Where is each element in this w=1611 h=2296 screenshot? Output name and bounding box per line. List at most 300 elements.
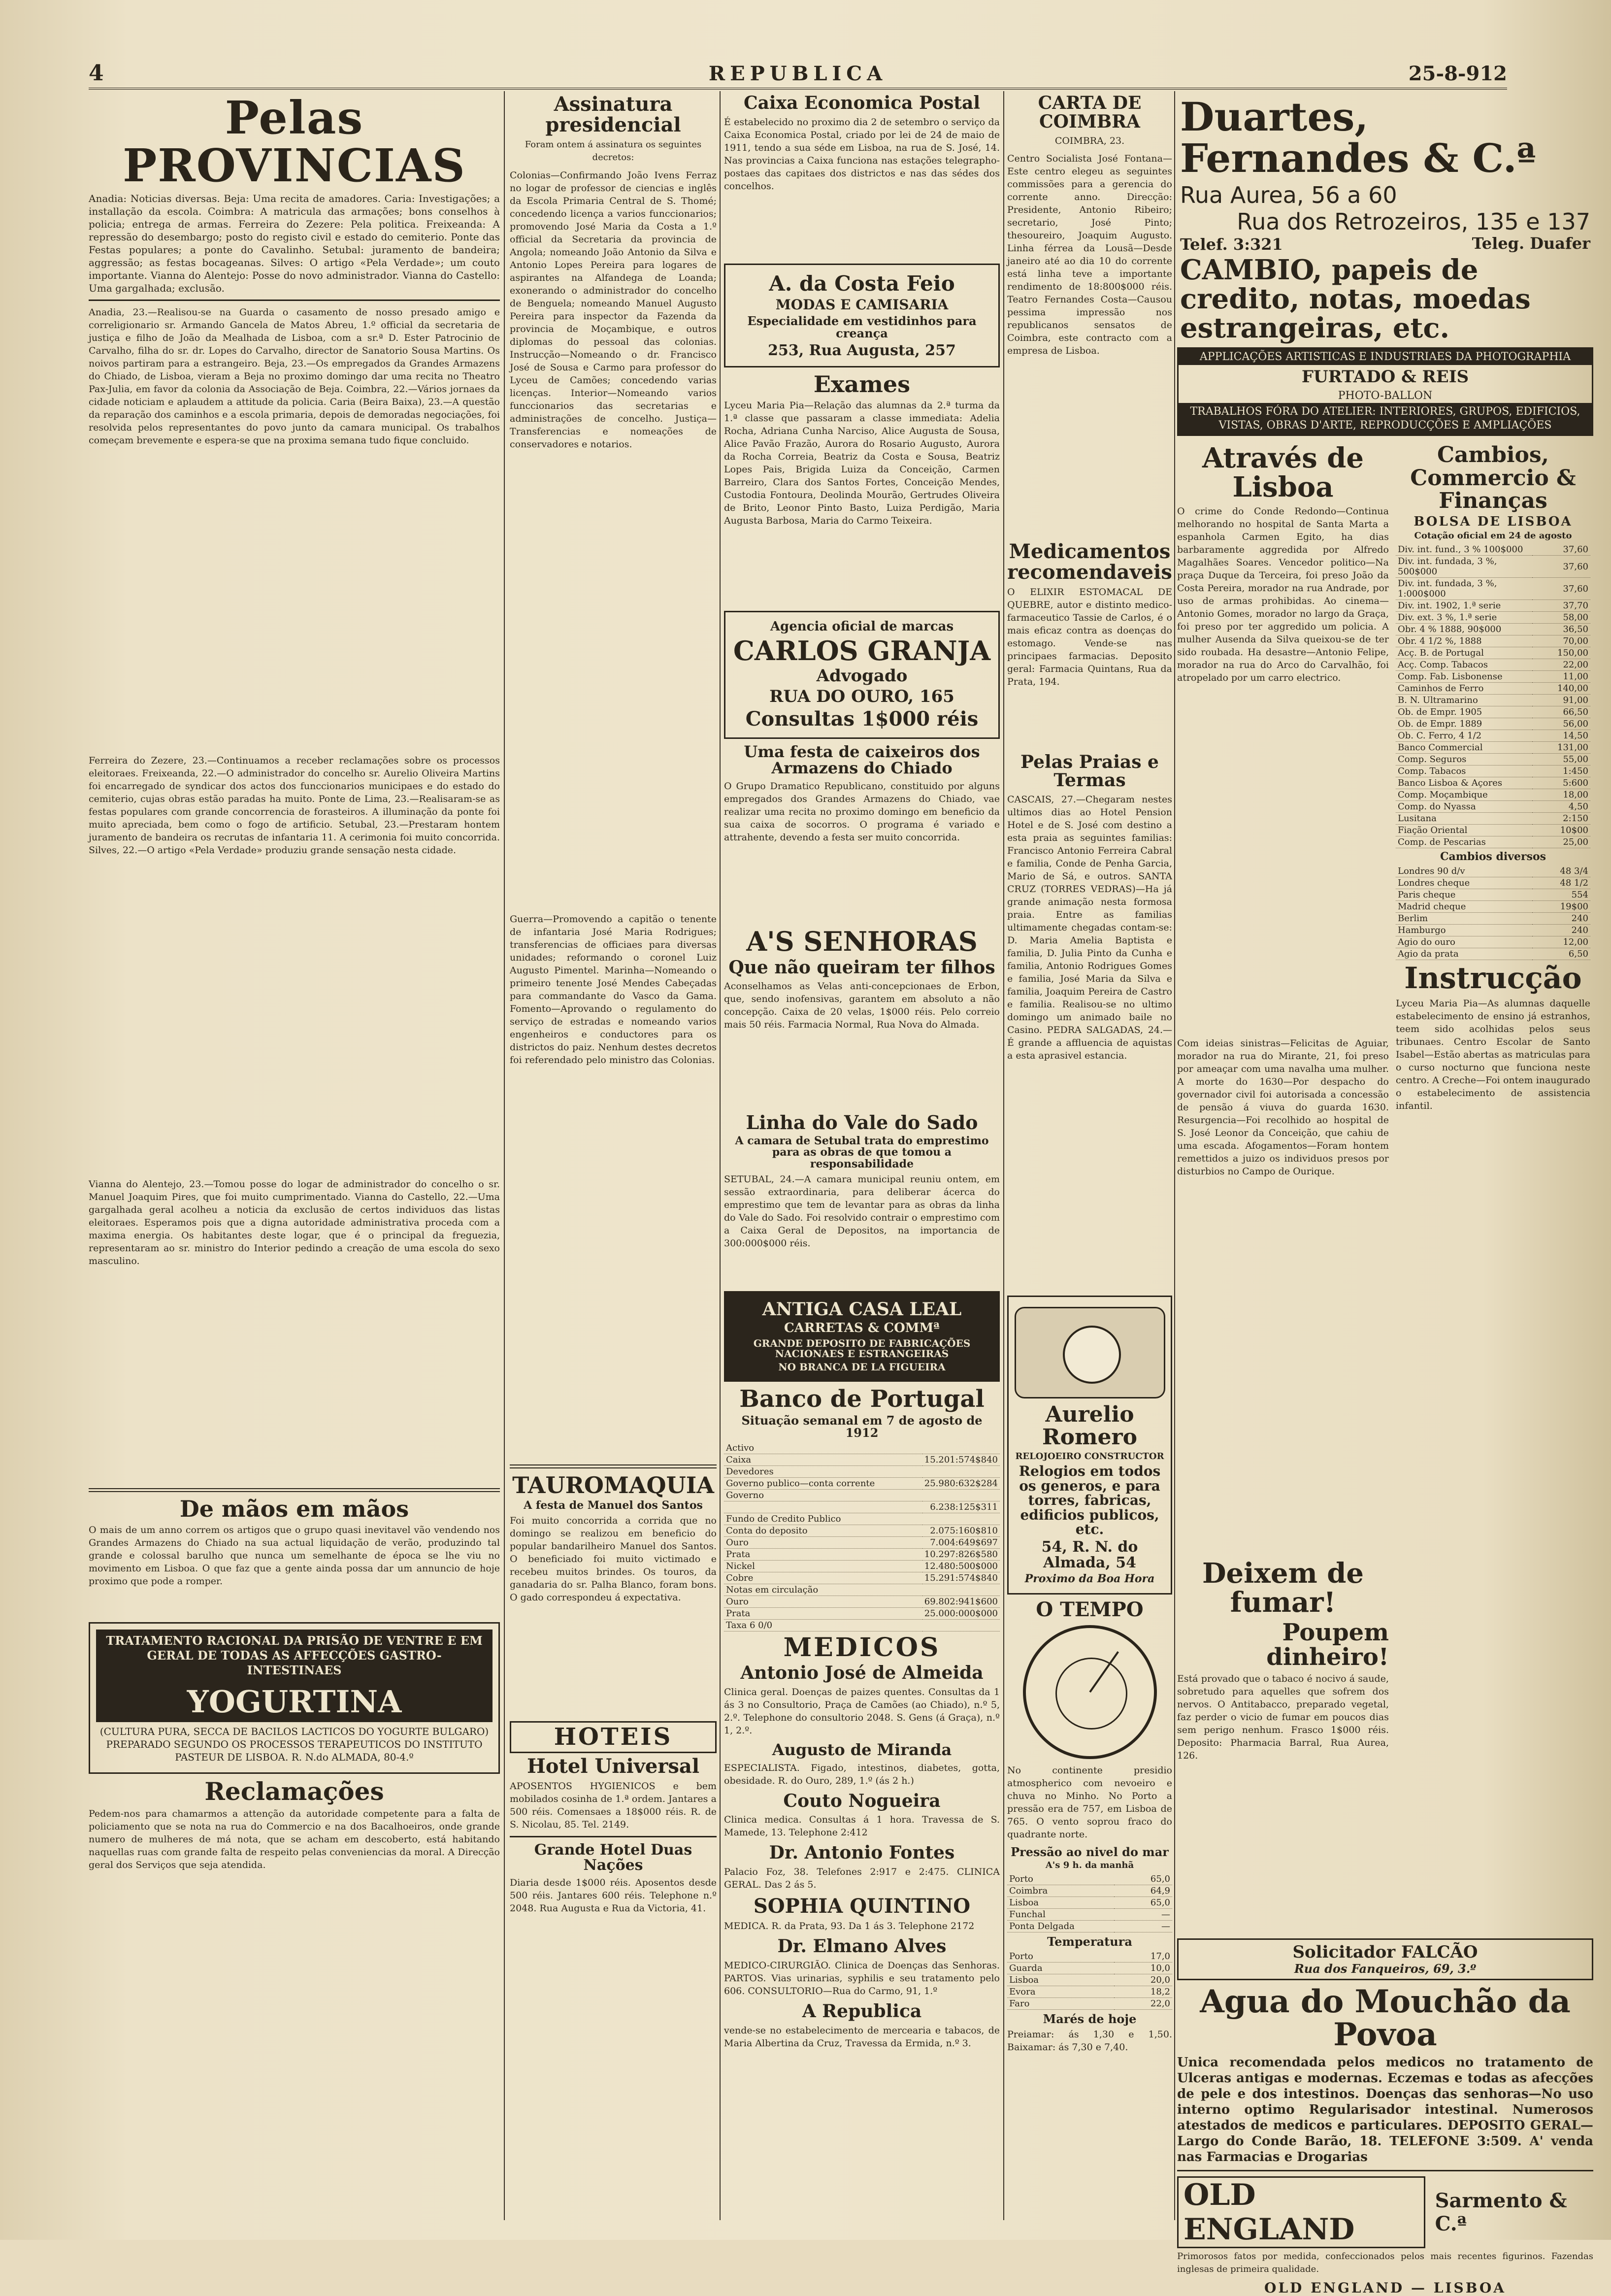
table-row (724, 1477, 1000, 1489)
ad-product-name: YOGURTINA (96, 1682, 493, 1722)
article-body: Foi muito concorrida a corrida que no domingo se realizou em beneficio do popular bandarilheiro Manuel dos Santos. O beneficiado foi muito victimado e recebeu muitos brindes. Os touros, da ganadaria do sr. Palha Blanco, foram bons. O gado correspondeu á expectativa. (510, 1515, 717, 1603)
row-value: 55,00 (1532, 754, 1590, 765)
row-label: Div. int. 1902, 1.ª serie (1396, 600, 1532, 612)
ad-name: A. da Costa Feio (769, 271, 955, 296)
column-rule (1174, 91, 1175, 2220)
column-rule (720, 91, 721, 2220)
row-label: Caminhos de Ferro (1396, 683, 1532, 695)
masthead: REPUBLICA (708, 62, 888, 85)
table-row (1396, 777, 1590, 789)
ad-name: Duartes, Fernandes & C.ª (1180, 94, 1536, 181)
row-value: — (1114, 1920, 1172, 1932)
row-label: Lisboa (1007, 1974, 1114, 1986)
ad-line: CARRETAS & COMMª (784, 1321, 940, 1336)
row-label: Div. int. fundada, 3 %, 500$000 (1396, 556, 1532, 578)
tides-title: Marés de hoje (1043, 2011, 1137, 2026)
hotel-description: APOSENTOS HYGIENICOS e bem mobilados cosinha de 1.ª ordem. Jantares a 500 réis. Comensaes a 18$000 réis. R. de S. Nicolau, 85. Tel. 2149. (510, 1780, 717, 1830)
duartes-fernandes-ad (1177, 96, 1593, 342)
page-header (89, 58, 1507, 90)
table-row (724, 1489, 1000, 1501)
ad-title: A'S SENHORAS (746, 926, 978, 957)
row-label: Hamburgo (1396, 925, 1532, 936)
column-assinatura (510, 91, 717, 2220)
table-row (1007, 1885, 1172, 1897)
ad-body: Aconselhamos as Velas anti-concepcionaes de Erbon, que, sendo inofensivas, garantem em absoluto a não concepção. Caixa de 20 velas, 1$000 réis. Pelo correio mais 50 réis. Farmacia Normal, Rua Nova do Almada. (724, 981, 1000, 1031)
row-value: 48 3/4 (1532, 865, 1590, 877)
column-rule (504, 91, 505, 2220)
row-label: Conta do deposito (724, 1525, 922, 1536)
section-title: Pelas PROVINCIAS (123, 91, 466, 192)
divider (510, 1464, 717, 1468)
row-label: Prata (724, 1548, 922, 1560)
hotel-name: Grande Hotel Duas Nações (534, 1841, 692, 1874)
row-value: 56,00 (1532, 718, 1590, 730)
article-title: Cambios, Commercio & Finanças (1410, 442, 1576, 513)
watch-illustration (1015, 1307, 1165, 1398)
ad-role: RELOJOEIRO CONSTRUCTOR (1015, 1451, 1164, 1462)
row-value: 15.291:574$840 (922, 1572, 1000, 1584)
ad-body: Relogios em todos os generos, e para torres, fabricas, edificios publicos, etc. (1019, 1463, 1161, 1538)
hotel-name: Hotel Universal (526, 1754, 700, 1778)
ad-name: Aurelio Romero (1042, 1402, 1137, 1450)
table-row (1396, 671, 1590, 683)
row-label: Obr. 4 % 1888, 90$000 (1396, 624, 1532, 635)
carlos-granja-ad (724, 611, 1000, 738)
row-value: 25.000:000$000 (922, 1607, 1000, 1619)
table-row (1396, 730, 1590, 742)
table-row (724, 1454, 1000, 1465)
article-title: TAUROMAQUIA (512, 1472, 714, 1498)
furtado-reis-ad (1177, 347, 1593, 436)
row-value: 17,0 (1114, 1951, 1172, 1963)
table-row (1396, 836, 1590, 848)
table-row (724, 1513, 1000, 1525)
article-title: Banco de Portugal (739, 1385, 985, 1413)
row-label (724, 1501, 922, 1513)
doctor-info: Clinica medica. Consultas á 1 hora. Travessa de S. Mamede, 13. Telephone 2:412 (724, 1814, 1000, 1838)
table-row (724, 1596, 1000, 1607)
row-label: Taxa 6 0/0 (724, 1619, 922, 1631)
row-value: 48 1/2 (1532, 877, 1590, 889)
row-value: 65,0 (1114, 1897, 1172, 1908)
article-body: Guerra—Promovendo a capitão o tenente de infantaria José Maria Rodrigues; transferencias de officiaes para diversas unidades; reformando o coronel Luiz Augusto Pimentel. Marinha—Nomeando o primeiro tenente José Mendes Cabeçadas para commandante do Vasco da Gama. Fomento—Aprovando o regulamento do serviço de estradas e nomeando varios engenheiros e conductores para os districtos do paiz. Nenhum destes decretos foi referendado pelo ministro das Colonias. (510, 914, 717, 1065)
row-value: 10,0 (1114, 1962, 1172, 1974)
row-label: Fundo de Credito Publico (724, 1513, 922, 1525)
table-row (1396, 877, 1590, 889)
ad-line: Agencia oficial de marcas (770, 619, 954, 634)
column-rule (1003, 91, 1004, 2220)
table-row (1396, 659, 1590, 671)
article-subtitle: A festa de Manuel dos Santos (524, 1499, 703, 1512)
row-value: 20,0 (1114, 1974, 1172, 1986)
row-value: 12,00 (1532, 936, 1590, 948)
row-label: Notas em circulação (724, 1584, 922, 1596)
ad-line: GRANDE DEPOSITO DE FABRICAÇÕES NACIONAES E ESTRANGEIRAS (753, 1337, 971, 1360)
column-provincias (89, 91, 500, 2220)
section-title: MEDICOS (783, 1632, 941, 1663)
article-body: Ferreira do Zezere, 23.—Continuamos a receber reclamações sobre os processos eleitoraes. Freixeanda, 22.—O administrador do concelho sr. Aurelio Oliveira Martins foi encarregado de syndicar dos actos dos funccionarios municipaes e do estado do cemiterio, cujas obras estão paradas ha muito. Ponte de Lima, 23.—Realisaram-se as festas populares com grande concorrencia de forasteiros. A illuminação da ponte foi muito apreciada, bem como o fogo de artificio. Setubal, 23.—Prestaram hontem juramento de bandeira os recrutas de infantaria 11. A cerimonia foi muito concorrida. Silves, 22.—O artigo «Pela Verdade» produziu grande sensação nesta cidade. (89, 755, 500, 856)
row-label: Faro (1007, 1997, 1114, 2009)
row-value: 37,60 (1532, 544, 1590, 556)
table-row (724, 1607, 1000, 1619)
row-value: 240 (1532, 913, 1590, 925)
ad-telegraph: Teleg. Duafer (1472, 234, 1590, 253)
article-subtitle: A camara de Setubal trata do emprestimo para as obras de que tomou a responsabilidade (735, 1134, 989, 1170)
article-body: O Grupo Dramatico Republicano, constituido por alguns empregados dos Grandes Armazens do Chiado, vae realizar uma recita no proximo domingo em beneficio da sua caixa de socorros. O programa é variado e attrahente, devendo a festa ser muito concorrida. (724, 781, 1000, 843)
article-body: vende-se no estabelecimento de mercearia e tabacos, de Maria Albertina da Cruz, Travessa da Ermida, n.º 3. (724, 2025, 1000, 2049)
ad-slogan: CAMBIO, papeis de credito, notas, moedas estrangeiras, etc. (1180, 254, 1531, 344)
table-row (724, 1619, 1000, 1631)
row-label: Div. ext. 3 %, 1.ª serie (1396, 612, 1532, 624)
row-value: 6.238:125$311 (922, 1501, 1000, 1513)
row-value: 25.980:632$284 (922, 1477, 1000, 1489)
row-label: Obr. 4 1/2 %, 1888 (1396, 635, 1532, 647)
bolsa-table (1396, 544, 1590, 848)
row-label: Ouro (724, 1536, 922, 1548)
ad-line: Especialidade em vestidinhos para creança (747, 314, 977, 341)
row-value: 7.004:649$697 (922, 1536, 1000, 1548)
row-value: 69.802:941$600 (922, 1596, 1000, 1607)
article-body: É estabelecido no proximo dia 2 de setembro o serviço da Caixa Economica Postal, criado por lei de 24 de maio de 1911, tendo a sua séde em Lisboa, na rua de S. José, 14. Nas provincias a Caixa funciona nas estações telegrapho-postaes das capitaes dos districtos e nas das sédes dos concelhos. (724, 116, 1000, 192)
table-row (1396, 901, 1590, 913)
doctor-name: Augusto de Miranda (772, 1740, 952, 1759)
table-row (724, 1572, 1000, 1584)
article-body: Anadia, 23.—Realisou-se na Guarda o casamento de nosso presado amigo e correligionario sr. Armando Gancela de Matos Abreu, 1.º official da secretaria de justiça e filho de João da Mealhada de Lisboa, com a sr.ª D. Ester Patrocinio de Carvalho, filha do sr. dr. Lopes do Carvalho, director de Sanatorio Sousa Martins. Os noivos partiram para a estrangeiro. Beja, 23.—Os empregados da Grandes Armazens do Chiado, de Lisboa, vieram a Beja no proximo domingo dar uma recita no Theatro Pax-Julia, em favor da colonia da Associação de Beja. Coimbra, 22.—Vários jornaes da cidade noticiam e aplaudem a attitude da policia. Caria (Beira Baixa), 23.—A questão da reparação dos caminhos e a escola primaria, depois de demoradas negociações, foi resolvida pelos representantes do povo junto da camara municipal. Os trabalhos começam brevemente e espera-se que na proxima semana tudo fique concluido. (89, 307, 500, 446)
ad-description: (CULTURA PURA, SECCA DE BACILOS LACTICOS DO YOGURTE BULGARO) PREPARADO SEGUNDO OS PROCESSOS TERAPEUTICOS DO INSTITUTO PASTEUR DE LISBOA. R. N.do ALMADA, 80-4.º (99, 1725, 489, 1763)
row-value (922, 1442, 1000, 1454)
row-value: 22,0 (1114, 1997, 1172, 2009)
article-title: Caixa Economica Postal (743, 93, 981, 113)
barometer-dial (1055, 1658, 1127, 1730)
row-label: Div. int. fund., 3 % 100$000 (1396, 544, 1532, 556)
doctor-info: Clinica geral. Doenças de paizes quentes. Consultas da 1 ás 3 no Consultorio, Praça de Camões (ao Chiado), n.º 5, 2.º. Telephone do consultorio 2048. S. Gens (á Graça), n.º 1, 2.º. (724, 1686, 1000, 1736)
article-body: Lyceu Maria Pia—As alumnas daquelle estabelecimento de ensino já estranhos, teem sido acolhidas pelos seus tribunaes. Centro Escolar de Santo Isabel—Estão abertas as matriculas para o curso nocturno que funciona neste centro. A Creche—Foi ontem inaugurado o estabelecimento de assistencia infantil. (1396, 998, 1590, 1112)
doctor-name: Dr. Elmano Alves (777, 1936, 947, 1957)
row-label: B. N. Ultramarino (1396, 695, 1532, 706)
tides-text: Preiamar: ás 1,30 e 1,50. Baixamar: ás 7,30 e 7,40. (1007, 2029, 1172, 2053)
row-value (922, 1465, 1000, 1477)
table-row (724, 1442, 1000, 1454)
doctor-info: MEDICA. R. da Prata, 93. Da 1 ás 3. Telephone 2172 (724, 1921, 975, 1932)
row-label: Ob. de Empr. 1889 (1396, 718, 1532, 730)
table-row (724, 1501, 1000, 1513)
article-body: CASCAIS, 27.—Chegaram nestes ultimos dias ao Hotel Pension Hotel e de S. José com destino a esta praia as seguintes familias: Francisco Antonio Ferreira Cabral e familia, Conde de Penha Garcia, Mario de Sá, e outros. SANTA CRUZ (TORRES VEDRAS)—Ha já grande animação nesta formosa praia. Entre as familias ultimamente chegadas contam-se: D. Maria Amelia Baptista e familia, D. Julia Pinto da Cunha e familia, Antonio Rodrigues Gomes e familia, José Maria da Silva e familia, Joaquim Pereira de Castro e familia. Realisou-se no ultimo domingo um animado baile no Casino. PEDRA SALGADAS, 24.—É grande a affluencia de aquistas a esta aprasivel estancia. (1007, 794, 1172, 1062)
ad-role: Advogado (816, 666, 908, 686)
ad-subtitle: Que não queiram ter filhos (728, 957, 995, 978)
table-row (1396, 578, 1590, 600)
table-row (1007, 1951, 1172, 1963)
table-row (1396, 624, 1590, 635)
temperature-table (1007, 1951, 1172, 2010)
barometer-illustration (1023, 1625, 1157, 1759)
table-row (1396, 765, 1590, 777)
article-title: Reclamações (204, 1776, 384, 1806)
row-label: Comp. Seguros (1396, 754, 1532, 765)
row-value: 240 (1532, 925, 1590, 936)
aurelio-romero-ad (1007, 1296, 1172, 1594)
temperature-title: Temperatura (1047, 1934, 1132, 1949)
row-label: Berlim (1396, 913, 1532, 925)
row-value: 36,50 (1532, 624, 1590, 635)
old-england-ad (1177, 2176, 1593, 2248)
dateline: COIMBRA, 23. (1054, 135, 1125, 146)
ad-name: Solicitador FALCÃO (1292, 1942, 1478, 1963)
table-row (1396, 825, 1590, 836)
article-body: Centro Socialista José Fontana—Este centro elegeu as seguintes commissões para a gerencia do corrente anno. Direcção: Presidente, Antonio Ribeiro; secretario, José Pinto; thesoureiro, Joaquim Augusto. Linha férrea da Lousã—Desde janeiro até ao dia 10 do corrente está linha teve a importante rendimento de 18:800$000 réis. Teatro Fernandes Costa—Causou pessima impressão nos republicanos sensatos de Coimbra, este contracto com a empresa de Lisboa. (1007, 153, 1172, 356)
table-row (724, 1465, 1000, 1477)
divider (510, 1836, 717, 1837)
row-value: 554 (1532, 889, 1590, 901)
row-value: 10.297:826$580 (922, 1548, 1000, 1560)
ad-title: Agua do Mouchão da Povoa (1200, 1983, 1571, 2054)
row-label: Comp. Fab. Lisbonense (1396, 671, 1532, 683)
row-value: 25,00 (1532, 836, 1590, 848)
row-label: Porto (1007, 1873, 1114, 1885)
falcao-ad (1177, 1938, 1593, 1980)
row-label: Comp. Tabacos (1396, 765, 1532, 777)
row-value: 91,00 (1532, 695, 1590, 706)
weather-text: No continente presidio atmospherico com nevoeiro e chuva no Minho. No Porto a pressão era de 757, em Lisboa de 765. O vento soprou fraco do quadrante norte. (1007, 1764, 1172, 1840)
row-label: Prata (724, 1607, 922, 1619)
row-value: 131,00 (1532, 742, 1590, 754)
ad-line: NO BRANCA DE LA FIGUEIRA (778, 1361, 946, 1373)
article-title: Medicamentos recomendaveis (1007, 539, 1172, 584)
quote-date: Cotação oficial em 24 de agosto (1414, 531, 1572, 541)
ad-address: Rua dos Fanqueiros, 69, 3.º (1294, 1962, 1477, 1976)
row-label: Paris cheque (1396, 889, 1532, 901)
row-value (922, 1513, 1000, 1525)
row-label: Banco Commercial (1396, 742, 1532, 754)
row-value: 15.201:574$840 (922, 1454, 1000, 1465)
row-label: Londres cheque (1396, 877, 1532, 889)
ad-address: RUA DO OURO, 165 (769, 687, 954, 707)
ad-headline: TRATAMENTO RACIONAL DA PRISÃO DE VENTRE E EM GERAL DE TODAS AS AFFECÇÕES GASTRO-INTESTINAES (96, 1630, 493, 1682)
table-row (1396, 813, 1590, 825)
row-label: Ponta Delgada (1007, 1920, 1114, 1932)
row-label: Porto (1007, 1951, 1114, 1963)
article-title: Através de Lisboa (1202, 442, 1364, 504)
pressure-title: Pressão ao nivel do mar (1011, 1844, 1169, 1859)
ad-line: TRABALHOS FÓRA DO ATELIER: INTERIORES, GRUPOS, EDIFICIOS, VISTAS, OBRAS D'ARTE, REPRODUCÇÕES E AMPLIAÇÕES (1179, 403, 1592, 434)
row-value: 4,50 (1532, 801, 1590, 813)
ad-body: Primorosos fatos por medida, confeccionados pelos mais recentes figurinos. Fazendas inglesas de primeira qualidade. (1177, 2251, 1593, 2274)
row-value: 150,00 (1532, 647, 1590, 659)
table-row (1007, 1997, 1172, 2009)
table-row (1396, 635, 1590, 647)
table-row (1396, 889, 1590, 901)
table-row (1396, 801, 1590, 813)
table-row (1007, 1920, 1172, 1932)
row-value: 66,50 (1532, 706, 1590, 718)
casa-leal-ad (724, 1291, 1000, 1382)
article-body: O crime do Conde Redondo—Continua melhorando no hospital de Santa Marta a espanhola Carmen Egito, ha dias barbaramente aggredida por Alfredo Magalhães Soares. Vencedor politico—Na praça Duque da Terceira, foi preso João da Costa Pereira, morador na rua Andrade, por uso de armas prohibidas. Ao cinema—Antonio Gomes, morador no largo da Graça, foi preso por ter aggredido um policia. A mulher Ausenda da Silva queixou-se de ter sido roubada. Ha desastre—Antonio Felipe, morador na rua do Arco do Carvalhão, foi atropelado por um carro electrico. (1177, 505, 1389, 683)
doctor-name: Dr. Antonio Fontes (769, 1842, 955, 1863)
table-row (1007, 1873, 1172, 1885)
row-label: Ouro (724, 1596, 922, 1607)
row-label: Guarda (1007, 1962, 1114, 1974)
row-label: Madrid cheque (1396, 901, 1532, 913)
table-row (1007, 1897, 1172, 1908)
ad-title: Deixem de fumar! (1202, 1557, 1364, 1619)
article-body: Lyceu Maria Pia—Relação das alumnas da 2.ª turma da 1.ª classe que passaram a classe immediata: Adelia Rocha, Adriana Cunha Narciso, Alice Augusta de Sousa, Alice Pavão Frazão, Aurora do Rosario Augusto, Aurora da Rocha Correia, Beatriz da Costa e Sousa, Beatriz Lopes Pais, Brigida Luiza da Conceição, Carmen Barreiro, Clara dos Santos Fortes, Conceição Mendes, Custodia Fontoura, Deolinda Mourão, Gertrudes Oliveira de Brito, Leonor Pinto Basto, Luiza Perdigão, Maria Augusta Barbosa, Maria do Carmo Teixeira. (724, 400, 1000, 527)
row-label: Funchal (1007, 1908, 1114, 1920)
article-body: Pedem-nos para chamarmos a attenção da autoridade competente para a falta de policiamento que se nota na rua do Commercio e na dos Bacalhoeiros, onde grande numero de mulheres de má nota, que se acham em descoberto, está habitando naquellas ruas com grande falta de respeito pelas conveniencias da moral. A Direcção geral dos Serviços que seja atendida. (89, 1808, 500, 1871)
ad-address: Rua Aurea, 56 a 60 (1180, 182, 1397, 208)
article-title: De mãos em mãos (179, 1496, 409, 1523)
banco-table (724, 1442, 1000, 1631)
ad-name: FURTADO & REIS (1301, 367, 1469, 387)
article-body: Colonias—Confirmando João Ivens Ferraz no logar de professor de ciencias e inglês da Escola Primaria Central de S. Thomé; concedendo licença a varios funccionarios; promovendo José Maria da Costa a 1.º official da Secretaria da provincia de Angola; nomeando João Antonio da Silva e Antonio Lopes Pereira para logares de aspirantes na Alfandega de Loanda; exonerando o administrador do concelho de Benguela; nomeando Manuel Augusto Pereira para inspector da Fazenda da provincia de Moçambique, e outros diplomas do pessoal das colonias. Instrucção—Nomeando o dr. Francisco José de Sousa e Carmo para professor do Lyceu de Camões; concedendo varias licenças. Interior—Nomeando varios funccionarios das secretarias e administrações de concelho. Justiça—Transferencias e nomeações de conservadores e notarios. (510, 170, 717, 450)
lisboa-subcolumn (1177, 441, 1389, 1933)
ad-phone: Telef. 3:321 (1180, 235, 1283, 254)
row-label: Comp. Moçambique (1396, 789, 1532, 801)
row-label: Lusitana (1396, 813, 1532, 825)
doctor-name: SOPHIA QUINTINO (753, 1895, 971, 1918)
row-value: 70,00 (1532, 635, 1590, 647)
row-label: Caixa (724, 1454, 922, 1465)
article-title: Linha do Vale do Sado (746, 1111, 978, 1134)
article-body: Vianna do Alentejo, 23.—Tomou posse do logar de administrador do concelho o sr. Manuel Joaquim Pires, que foi muito cumprimentado. Vianna do Castello, 22.—Uma gargalhada geral acolheu a noticia da exclusão de certos individuos das listas eleitoraes. Esperamos pois que a digna autoridade administrativa proceda com a maxima energia. Os habitantes deste logar, que é o principal da freguezia, representaram ao sr. ministro do Interior pedindo a creação de uma escola do sexo masculino. (89, 1179, 500, 1267)
row-label: Ob. de Empr. 1905 (1396, 706, 1532, 718)
table-row (1396, 865, 1590, 877)
article-title: O TEMPO (1036, 1597, 1144, 1621)
article-title: Exames (813, 371, 911, 398)
column-caixa (724, 91, 1000, 2220)
article-body: SETUBAL, 24.—A camara municipal reuniu ontem, em sessão extraordinaria, para deliberar ácerca do emprestimo que tem de levantar para as obras da linha do Vale do Sado. Foi resolvido contrair o emprestimo com a Caixa Geral de Depositos, na importancia de 300:000$000 réis. (724, 1173, 1000, 1249)
ad-address: Rua dos Retrozeiros, 135 e 137 (1237, 208, 1590, 235)
row-label: Comp. do Nyassa (1396, 801, 1532, 813)
row-value: 22,00 (1532, 659, 1590, 671)
divider (89, 1488, 500, 1492)
row-label: Governo (724, 1489, 922, 1501)
article-subtitle: BOLSA DE LISBOA (1414, 514, 1573, 529)
ad-consultation: Consultas 1$000 réis (745, 707, 979, 731)
ad-subtitle: Poupem dinheiro! (1266, 1618, 1389, 1671)
table-row (1396, 544, 1590, 556)
ad-line: APPLICAÇÕES ARTISTICAS E INDUSTRIAES DA PHOTOGRAPHIA (1179, 349, 1592, 365)
row-value: 18,2 (1114, 1986, 1172, 1997)
row-label: Acç. Comp. Tabacos (1396, 659, 1532, 671)
table-row (1396, 695, 1590, 706)
ad-line: PHOTO-BALLON (1338, 390, 1433, 402)
row-label: Evora (1007, 1986, 1114, 1997)
column-lisboa (1177, 91, 1593, 2296)
doctor-info: Palacio Foz, 38. Telefones 2:917 e 2:475. CLINICA GERAL. Das 2 ás 5. (724, 1866, 1000, 1891)
doctor-info: ESPECIALISTA. Figado, intestinos, diabetes, gotta, obesidade. R. do Ouro, 289, 1.º (ás 2 h.) (724, 1762, 1000, 1786)
table-row (1396, 718, 1590, 730)
row-value: 18,00 (1532, 789, 1590, 801)
row-value: 37,70 (1532, 600, 1590, 612)
row-value: 58,00 (1532, 612, 1590, 624)
article-lead: Foram ontem á assinatura os seguintes decretos: (525, 139, 702, 163)
row-label: Governo publico—conta corrente (724, 1477, 922, 1489)
row-label: Devedores (724, 1465, 922, 1477)
article-title: Uma festa de caixeiros dos Armazens do Chiado (744, 742, 980, 778)
row-label: Cobre (724, 1572, 922, 1584)
row-label: Fiação Oriental (1396, 825, 1532, 836)
doctor-name: Couto Nogueira (783, 1790, 941, 1811)
ad-address: 54, R. N. do Almada, 54 (1041, 1538, 1138, 1571)
table-row (1396, 706, 1590, 718)
costa-feio-ad (724, 264, 1000, 367)
cambio-table (1396, 865, 1590, 960)
row-value: 2:150 (1532, 813, 1590, 825)
row-label: Londres 90 d/v (1396, 865, 1532, 877)
page-number: 4 (89, 61, 104, 86)
table-row (1396, 600, 1590, 612)
article-body: O mais de um anno correm os artigos que o grupo quasi inevitavel vão vendendo nos Grandes Armazens do Chiado na sua actual liquidação de verão, produzindo tal grande e colossal barulho que nunca um semelhante de época se lhe viu no movimento em Lisboa. O que faz que a gente ainda possa dar um annuncio de hoje proximo que pode a romper. (89, 1525, 500, 1587)
article-title: Instrucção (1404, 961, 1582, 996)
row-value: 140,00 (1532, 683, 1590, 695)
ad-name: CARLOS GRANJA (733, 634, 991, 666)
ad-name: ANTIGA CASA LEAL (762, 1298, 962, 1320)
row-value: 6,50 (1532, 948, 1590, 960)
table-row (1396, 556, 1590, 578)
ad-name: OLD ENGLAND (1177, 2176, 1425, 2248)
yogurtina-ad (89, 1622, 500, 1773)
pressure-subtitle: A's 9 h. da manhã (1045, 1860, 1134, 1870)
table-row (1396, 647, 1590, 659)
article-title: Pelas Praias e Termas (1020, 751, 1159, 791)
article-body: O ELIXIR ESTOMACAL DE QUEBRE, autor e distinto medico-farmaceutico Tassie de Carlos, é o mais eficaz contra as doenças do estomago. Vende-se nas principaes farmacias. Deposito geral: Farmacia Quintans, Rua da Prata, 194. (1007, 586, 1172, 687)
row-value (922, 1584, 1000, 1596)
table-row (724, 1548, 1000, 1560)
row-label: Activo (724, 1442, 922, 1454)
divider (89, 299, 500, 301)
row-label: Ob. C. Ferro, 4 1/2 (1396, 730, 1532, 742)
article-title: A Republica (802, 2000, 922, 2022)
row-value: 37,60 (1532, 556, 1590, 578)
table-row (1007, 1986, 1172, 1997)
row-value: 11,00 (1532, 671, 1590, 683)
row-label: Agio do ouro (1396, 936, 1532, 948)
row-label: Agio da prata (1396, 948, 1532, 960)
row-label: Comp. de Pescarias (1396, 836, 1532, 848)
article-subtitle: Situação semanal em 7 de agosto de 1912 (741, 1413, 983, 1440)
row-label: Nickel (724, 1560, 922, 1572)
table-row (1396, 742, 1590, 754)
ad-near: Proximo da Boa Hora (1024, 1572, 1155, 1586)
row-label: Acç. B. de Portugal (1396, 647, 1532, 659)
row-value: 37,60 (1532, 578, 1590, 600)
row-value: 10$00 (1532, 825, 1590, 836)
row-value: 12.480:500$000 (922, 1560, 1000, 1572)
row-value: 19$00 (1532, 901, 1590, 913)
article-body: Com ideias sinistras—Felicitas de Aguiar, morador na rua do Mirante, 21, foi preso por ameaçar com uma navalha uma mulher. A morte do 1630—Por despacho do governador civil foi autorisada a concessão de pensão á viuva do guarda 1630. Resurgencia—Foi recolhido ao hospital de S. José Leonor da Conceição, que cahiu de uma escada. Afogamentos—Foram hontem remettidos a juizo os individuos presos por disturbios no Campo de Ourique. (1177, 1037, 1389, 1177)
ad-body: Unica recomendada pelos medicos no tratamento de Ulceras antigas e modernas. Eczemas e todas as afecções de pele e dos intestinos. Doenças das senhoras—No uso interno optimo Regularisador intestinal. Numerosos atestados de medicos e particulares. DEPOSITO GERAL—Largo do Conde Barão, 18. TELEFONE 3:509. A' venda nas Farmacias e Drogarias (1177, 2055, 1593, 2164)
article-title: HOTEIS (510, 1721, 717, 1753)
row-value: 5:600 (1532, 777, 1590, 789)
row-value: 14,50 (1532, 730, 1590, 742)
row-value: 1:450 (1532, 765, 1590, 777)
table-row (1396, 913, 1590, 925)
doctor-info: MEDICO-CIRURGIÃO. Clinica de Doenças das Senhoras. PARTOS. Vias urinarias, syphilis e seu tratamento pelo 606. CONSULTORIO—Rua do Carmo, 91, 1.º (724, 1960, 1000, 1997)
issue-date: 25-8-912 (1408, 62, 1507, 85)
doctor-name: Antonio José de Almeida (740, 1663, 984, 1684)
table-row (1396, 612, 1590, 624)
table-row (1007, 1962, 1172, 1974)
hotel-description: Diaria desde 1$000 réis. Aposentos desde 500 réis. Jantares 600 réis. Telephone n.º 2048. Rua Augusta e Rua da Victoria, 41. (510, 1877, 717, 1914)
row-label: Coimbra (1007, 1885, 1114, 1897)
table-row (1396, 936, 1590, 948)
table-row (1007, 1908, 1172, 1920)
row-value (922, 1489, 1000, 1501)
table-row (1396, 948, 1590, 960)
article-title: Assinatura presidencial (545, 93, 681, 136)
watch-face (1063, 1326, 1121, 1384)
ad-firm: Sarmento & C.ª (1435, 2189, 1567, 2235)
table-row (724, 1560, 1000, 1572)
